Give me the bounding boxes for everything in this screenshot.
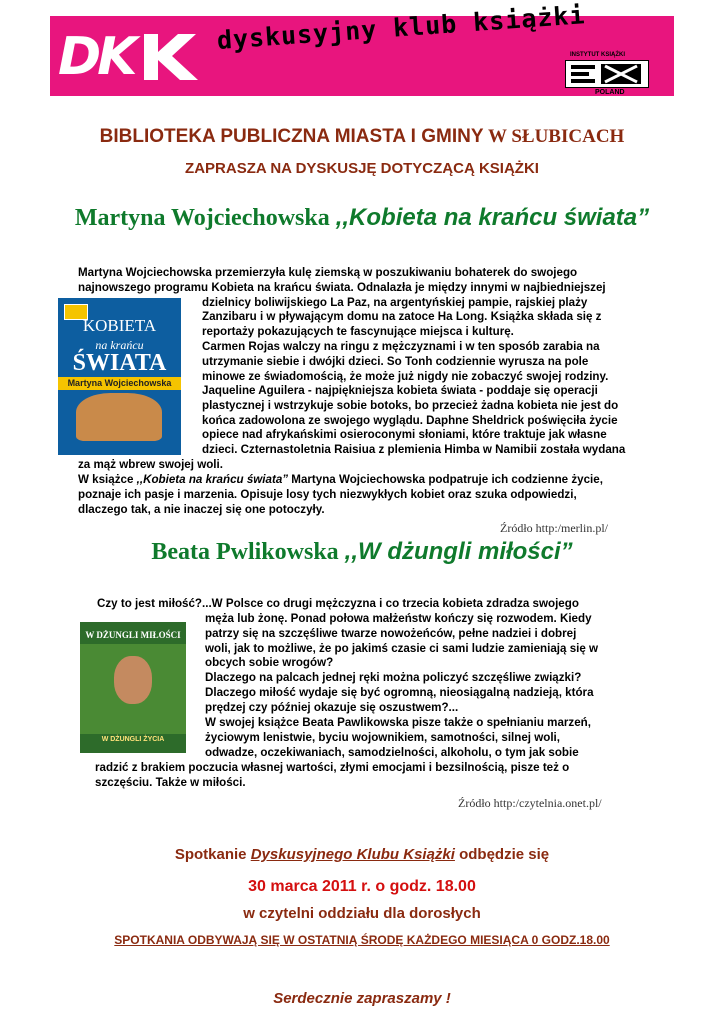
book2-source: Źródło http:/czytelnia.onet.pl/ (458, 796, 602, 810)
book2-heading (0, 538, 724, 566)
book1-line: Jaqueline Aguilera - najpiękniejsza kobieta świata - poddaje się operacji (202, 384, 598, 397)
poland-label: POLAND (595, 89, 625, 96)
book1-cover-image (58, 298, 181, 455)
book1-line: najnowszego programu Kobieta na krańcu świata. Odnalazła je między innymi w najbiedniejszej (78, 281, 606, 294)
book2-line: szczęściu. Także w miłości. (95, 776, 246, 789)
dkk-banner (50, 0, 674, 96)
book1-line: reportaży pokazujących te fascynujące miejsca i kulturę. (202, 325, 514, 338)
book2-author: Beata Pwlikowska (151, 539, 345, 565)
book2-cover-image (80, 622, 186, 753)
book2-line: Czy to jest miłość?...W Polsce co drugi mężczyzna i co trzecia kobieta zdradza swojego (97, 597, 579, 610)
book2-line: życiowym lenistwie, byciu wojownikiem, samotności, silnej woli, (205, 731, 560, 744)
book1-p2-rest: Martyna Wojciechowska podpatruje ich codzienne życie, (288, 473, 603, 486)
book1-line: za mąż wbrew swojej woli. (78, 458, 223, 471)
book2-line: Dlaczego na palcach jednej ręki można policzyć szczęśliwe związki? (205, 671, 582, 684)
meeting-date: 30 marca 2011 r. o godz. 18.00 (248, 878, 476, 895)
cover1-title-top: KOBIETA (82, 316, 157, 335)
book1-line: opiece nad afrykańskimi osieroconymi słoniami, które traktuje jak własne (202, 428, 607, 441)
book1-line: Carmen Rojas walczy na ringu z mężczyznami i w ten sposób zarabia na (202, 340, 600, 353)
book1-line: utrzymanie siebie i dwójki dzieci. So Tonh codziennie wyrusza na pole (202, 355, 589, 368)
cover2-portrait (114, 656, 152, 704)
book2-line: radzić z brakiem poczucia własnej wartości, złymi emocjami i bezsilnością, pisze też o (95, 761, 570, 774)
book1-line: dlaczego tak, a nie inaczej się one potoczyły. (78, 503, 325, 516)
book2-line: W swojej książce Beata Pawlikowska pisze także o spełnianiu marzeń, (205, 716, 591, 729)
book2-line: prędzej czy później okazuje się oszustwem?... (205, 701, 459, 714)
library-heading (0, 126, 724, 148)
book1-heading (0, 204, 724, 232)
meeting-announcement (0, 846, 724, 863)
book1-author: Martyna Wojciechowska (74, 205, 336, 231)
book1-line (78, 473, 603, 488)
book1-line: Martyna Wojciechowska przemierzyła kulę ziemską w poszukiwaniu bohaterek do swojego (78, 266, 578, 279)
book1-line: końca zadowolona ze swojego wyglądu. Daphne Sheldrick poświęciła życie (202, 414, 618, 427)
book1-title: ,,Kobieta na krańcu świata” (335, 204, 650, 231)
book2-line: obcych sobie wrogów? (205, 656, 334, 669)
banner-title: dyskusyjny klub książki (216, 0, 587, 55)
meeting-place: w czytelni oddziału dla dorosłych (243, 905, 481, 922)
book1-source: Źródło http:/merlin.pl/ (500, 521, 608, 535)
book1-line: minowe ze świadomością, że może już nigdy nie zobaczyć swojej rodziny. (202, 370, 609, 383)
book1-line: plastycznej i wstrzykuje sobie botoks, bo przecież żadna kobieta nie jest do (202, 399, 619, 412)
cover2-title: W DŻUNGLI MIŁOŚCI (85, 630, 181, 640)
invitation-heading: ZAPRASZA NA DYSKUSJĘ DOTYCZĄCĄ KSIĄŻKI (185, 160, 539, 177)
instytut-ksiazki-logo-icon (565, 60, 649, 88)
meeting-prefix: Spotkanie (174, 846, 251, 863)
book2-title: ,,W dżungli miłości” (344, 538, 573, 565)
book2-line: patrzy się na szczęśliwe twarze nowożeńców, pełne nadziei i dobrej (205, 627, 577, 640)
book1-p2-prefix: W książce (78, 473, 137, 486)
cover2-bottom-text: W DŻUNGLI ŻYCIA (101, 736, 165, 743)
library-city: W SŁUBICACH (483, 126, 625, 147)
book2-line: Dlaczego miłość wydaje się być ogromną, nieosiągalną nadzieją, która (205, 686, 594, 699)
closing-invitation: Serdecznie zapraszamy ! (273, 990, 451, 1007)
book2-line: męża lub żonę. Ponad połowa małżeństw kończy się rozwodem. Kiedy (205, 612, 592, 625)
meeting-suffix: odbędzie się (454, 846, 550, 863)
book1-line: dzieci. Czternastoletnia Raisiua z plemienia Himba w Namibii została wydana (202, 443, 626, 456)
dk-logo-k-icon (144, 30, 206, 82)
meeting-schedule: SPOTKANIA ODBYWAJĄ SIĘ W OSTATNIĄ ŚRODĘ KAŻDEGO MIESIĄCA 0 GODZ.18.00 (114, 933, 610, 947)
dk-logo: DK (58, 27, 134, 87)
book2-line: odwadze, oczekiwaniach, samodzielności, alkoholu, o tym jak sobie (205, 746, 579, 759)
book1-line: Zanzibaru i w pływającym domu na zatoce Ha Long. Książka składa się z (202, 310, 602, 323)
book1-line: dzielnicy boliwijskiego La Paz, na argentyńskiej pampie, rajskiej plaży (202, 296, 588, 309)
library-name: BIBLIOTEKA PUBLICZNA MIASTA I GMINY (99, 126, 484, 147)
institute-label: INSTYTUT KSIĄŻKI (570, 52, 625, 58)
cover1-portrait (76, 393, 162, 441)
meeting-club-name: Dyskusyjnego Klubu Książki (250, 846, 455, 863)
cover1-title-mid: na krańcu (95, 338, 144, 352)
book1-line: poznaje ich pasje i marzenia. Opisuje losy tych niezwykłych kobiet oraz szuka odpowiedzi, (78, 488, 577, 501)
cover1-author: Martyna Wojciechowska (58, 377, 181, 390)
book2-line: woli, jak to możliwe, że po jakimś czasie ci sami ludzie zamieniają się w (205, 642, 599, 655)
book1-p2-title: ,,Kobieta na krańcu świata” (136, 473, 289, 486)
cover1-title-bottom: ŚWIATA (72, 350, 167, 376)
